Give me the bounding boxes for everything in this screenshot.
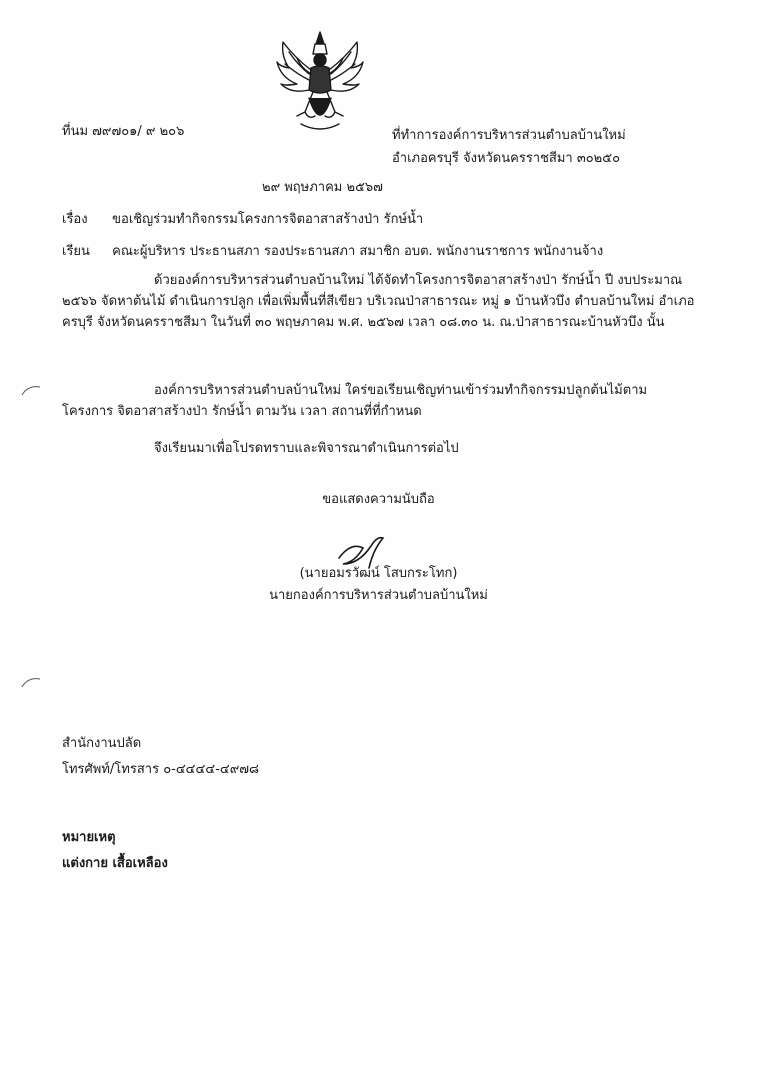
body-paragraph-1: ด้วยองค์การบริหารส่วนตำบลบ้านใหม่ ได้จัดทำโครงการจิตอาสาสร้างป่า รักษ์น้ำ ปี งบประมาณ ๒๕๖๖ จัดหาต้นไม้ ดำเนินการปลูก เพื่อเพิ่มพื้นที่สีเขียว บริเวณป่าสาธารณะ หมู่ ๑ บ้านหัวบึง ตำบลบ้านใหม่ อำเภอครบุรี จังหวัดนครราชสีมา ในวันที่ ๓๐ พฤษภาคม พ.ศ. ๒๕๖๗ เวลา ๐๘.๓๐ น. ณ.ป่าสาธารณะบ้านหัวบึง นั้น [62,273,695,331]
garuda-emblem-icon [275,28,365,136]
recipient-text: คณะผู้บริหาร ประธานสภา รองประธานสภา สมาชิก อบต. พนักงานราชการ พนักงานจ้าง [112,244,604,259]
agency-line-2: อำเภอครบุรี จังหวัดนครราชสีมา ๓๐๒๕๐ [392,151,621,167]
agency-line-1: ที่ทำการองค์การบริหารส่วนตำบลบ้านใหม่ [392,128,626,143]
note-title: หมายเหตุ [62,830,116,845]
reference-number: ที่นม ๗๙๗๐๑/ ๙ ๒๐๖ [62,124,185,139]
signer-position: นายกองค์การบริหารส่วนตำบลบ้านใหม่ [269,588,488,603]
subject-text: ขอเชิญร่วมทำกิจกรรมโครงการจิตอาสาสร้างป่า รักษ์น้ำ [112,212,424,227]
subject-line [62,212,423,228]
closing-salutation: ขอแสดงความนับถือ [322,492,435,507]
office-name: สำนักงานปลัด [62,736,142,751]
hole-punch-mark [20,383,42,397]
recipient-label: เรียน [62,244,90,259]
signer-name: (นายอมรวัฒน์ โสบกระโทก) [299,566,458,581]
body-paragraph-3: จึงเรียนมาเพื่อโปรดทราบและพิจารณาดำเนินการต่อไป [154,441,459,456]
note-text: แต่งกาย เสื้อเหลือง [62,856,168,871]
hole-punch-mark [20,675,42,689]
letter-date: ๒๙ พฤษภาคม ๒๕๖๗ [262,180,383,195]
contact-phone: โทรศัพท์/โทรสาร ๐-๔๔๔๔-๔๙๗๘ [62,762,260,777]
agency-address [392,124,626,171]
recipient-line [62,244,603,260]
body-paragraph-2: องค์การบริหารส่วนตำบลบ้านใหม่ ใคร่ขอเรียนเชิญท่านเข้าร่วมทำกิจกรรมปลูกต้นไม้ตามโครงการ จิตอาสาสร้างป่า รักษ์น้ำ ตามวัน เวลา สถานที่ที่กำหนด [62,383,648,420]
handwritten-signature [333,528,393,570]
subject-label: เรื่อง [62,212,88,227]
